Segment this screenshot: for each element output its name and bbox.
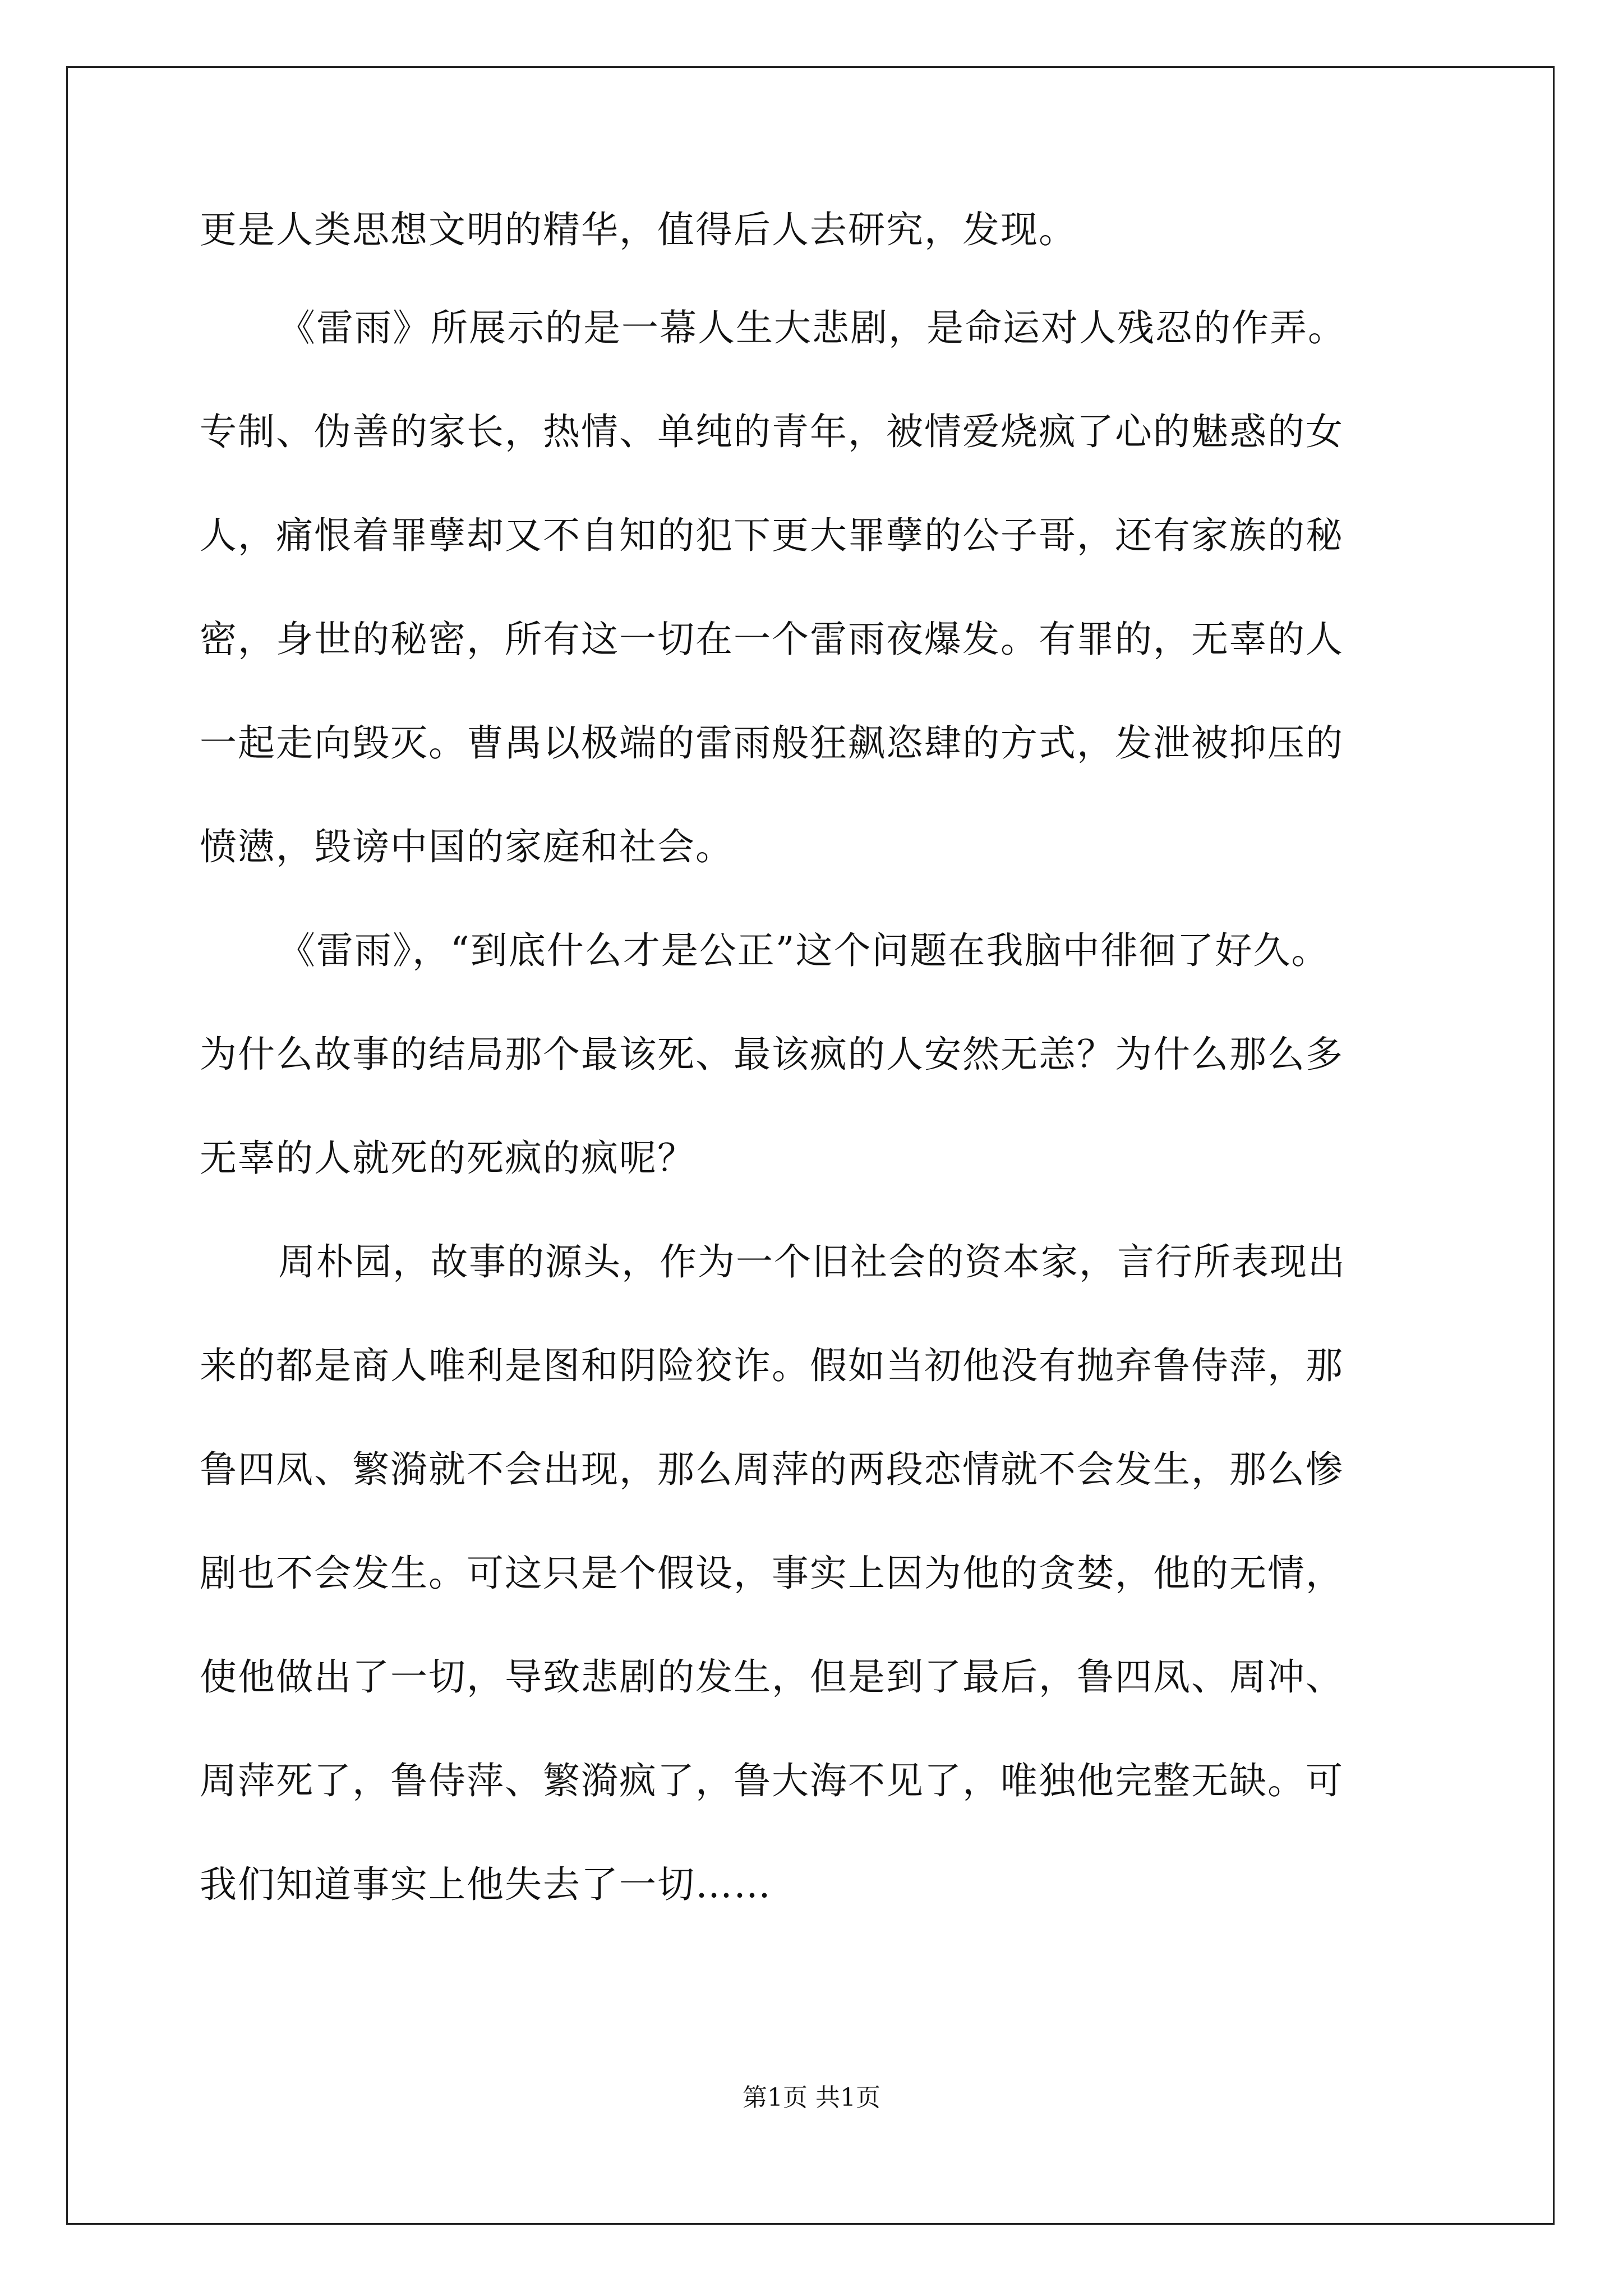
body-line-3: 专制、伪善的家长，热情、单纯的青年，被情爱烧疯了心的魅惑的女 — [200, 410, 1344, 453]
body-line-13: 鲁四凤、繁漪就不会出现，那么周萍的两段恋情就不会发生，那么惨 — [200, 1448, 1344, 1491]
body-line-6: 一起走向毁灭。曹禺以极端的雷雨般狂飙恣肆的方式，发泄被抑压的 — [200, 721, 1344, 765]
body-line-11: 周朴园，故事的源头，作为一个旧社会的资本家，言行所表现出 — [278, 1240, 1346, 1283]
body-line-17: 我们知道事实上他失去了一切…… — [200, 1863, 772, 1906]
body-line-12: 来的都是商人唯利是图和阴险狡诈。假如当初他没有抛弃鲁侍萍，那 — [200, 1344, 1344, 1387]
body-line-16: 周萍死了，鲁侍萍、繁漪疯了，鲁大海不见了，唯独他完整无缺。可 — [200, 1759, 1344, 1802]
body-line-5: 密，身世的秘密，所有这一切在一个雷雨夜爆发。有罪的，无辜的人 — [200, 618, 1344, 661]
body-line-9: 为什么故事的结局那个最该死、最该疯的人安然无恙？为什么那么多 — [200, 1033, 1344, 1076]
body-line-15: 使他做出了一切，导致悲剧的发生，但是到了最后，鲁四凤、周冲、 — [200, 1655, 1344, 1699]
page-number-footer: 第1页 共1页 — [743, 2083, 880, 2112]
body-line-10: 无辜的人就死的死疯的疯呢？ — [200, 1137, 695, 1180]
body-line-1: 更是人类思想文明的精华，值得后人去研究，发现。 — [200, 208, 1077, 251]
body-line-14: 剧也不会发生。可这只是个假设，事实上因为他的贪婪，他的无情， — [200, 1552, 1344, 1595]
body-line-7: 愤懑，毁谤中国的家庭和社会。 — [200, 825, 734, 868]
body-line-8: 《雷雨》，“到底什么才是公正”这个问题在我脑中徘徊了好久。 — [278, 929, 1330, 972]
body-line-4: 人，痛恨着罪孽却又不自知的犯下更大罪孽的公子哥，还有家族的秘 — [200, 514, 1344, 557]
body-line-2: 《雷雨》所展示的是一幕人生大悲剧，是命运对人残忍的作弄。 — [278, 306, 1346, 349]
